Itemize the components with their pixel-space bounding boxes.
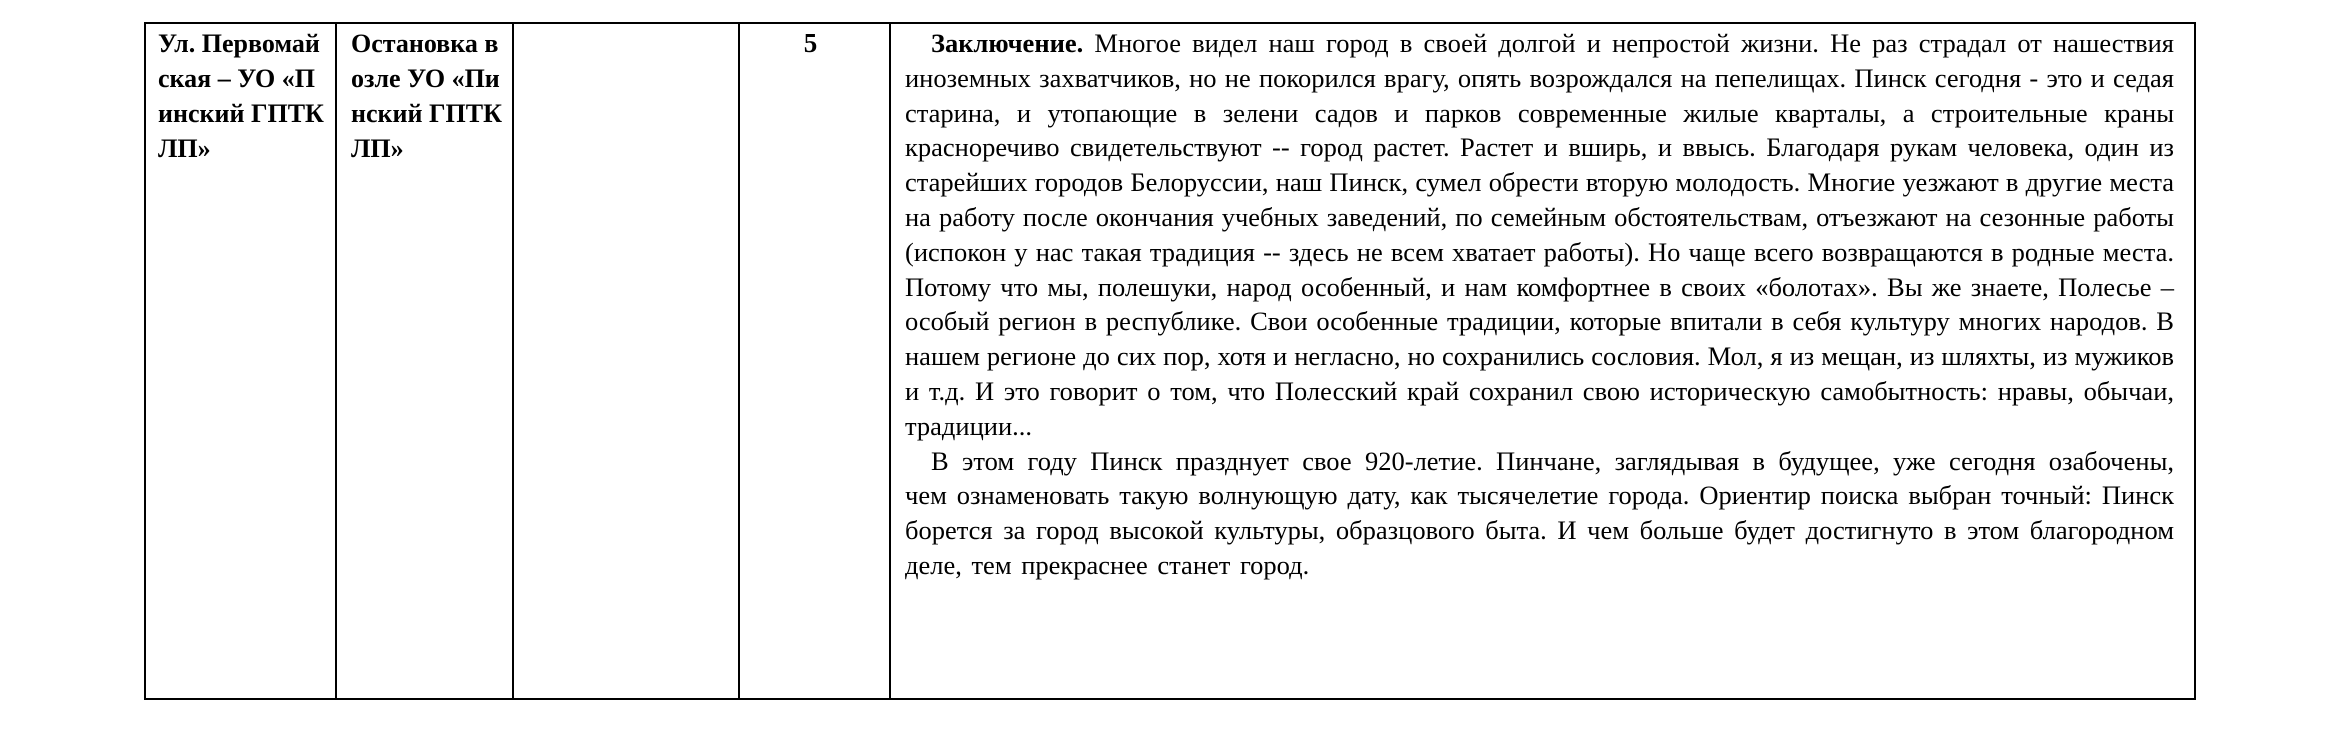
paragraph-1 <box>905 26 2174 444</box>
paragraph-1-text: Многое видел наш город в своей долгой и непростой жизни. Не раз страдал от нашествия иноземных захватчиков, но не покорился врагу, опять возрождался на пепелищах. Пинск сегодня - это и седая старина, и утопающие в зелени садов и парков современные жилые кварталы, а строительные краны красноречиво свидетельствуют -- город растет. Растет и вширь, и ввысь. Благодаря рукам человека, один из старейших городов Белоруссии, наш Пинск, сумел обрести вторую молодость. Многие уезжают в другие места на работу после окончания учебных заведений, по семейным обстоятельствам, отъезжают на сезонные работы (испокон у нас такая традиция -- здесь не всем хватает работы). Но чаще всего возвращаются в родные места. Потому что мы, полешуки, народ особенный, и нам комфортнее в своих «болотах». Вы же знаете, Полесье – особый регион в республике. Свои особенные традиции, которые впитали в себя культуру многих народов. В нашем регионе до сих пор, хотя и негласно, но сохранились сословия. Мол, я из мещан, из шляхты, из мужиков и т.д. И это говорит о том, что Полесский край сохранил свою историческую самобытность: нравы, обычаи, традиции... <box>905 28 2174 441</box>
street-cell: Ул. Первомайская – УО «Пинский ГПТК ЛП» <box>145 23 336 699</box>
conclusion-heading: Заключение. <box>931 28 1084 58</box>
conclusion-cell <box>890 23 2195 699</box>
table-row <box>145 23 2195 699</box>
route-table <box>144 22 2196 700</box>
paragraph-2: В этом году Пинск празднует свое 920-летие. Пинчане, заглядывая в будущее, уже сегодня озабочены, чем ознаменовать такую волнующую дату, как тысячелетие города. Ориентир поиска выбран точный: Пинск борется за город высокой культуры, образцового быта. И чем больше будет достигнуто в этом благородном деле, тем прекраснее станет город. <box>905 445 2174 580</box>
number-cell: 5 <box>739 23 890 699</box>
empty-cell <box>513 23 739 699</box>
stop-cell: Остановка возле УО «Пинский ГПТК ЛП» <box>336 23 513 699</box>
